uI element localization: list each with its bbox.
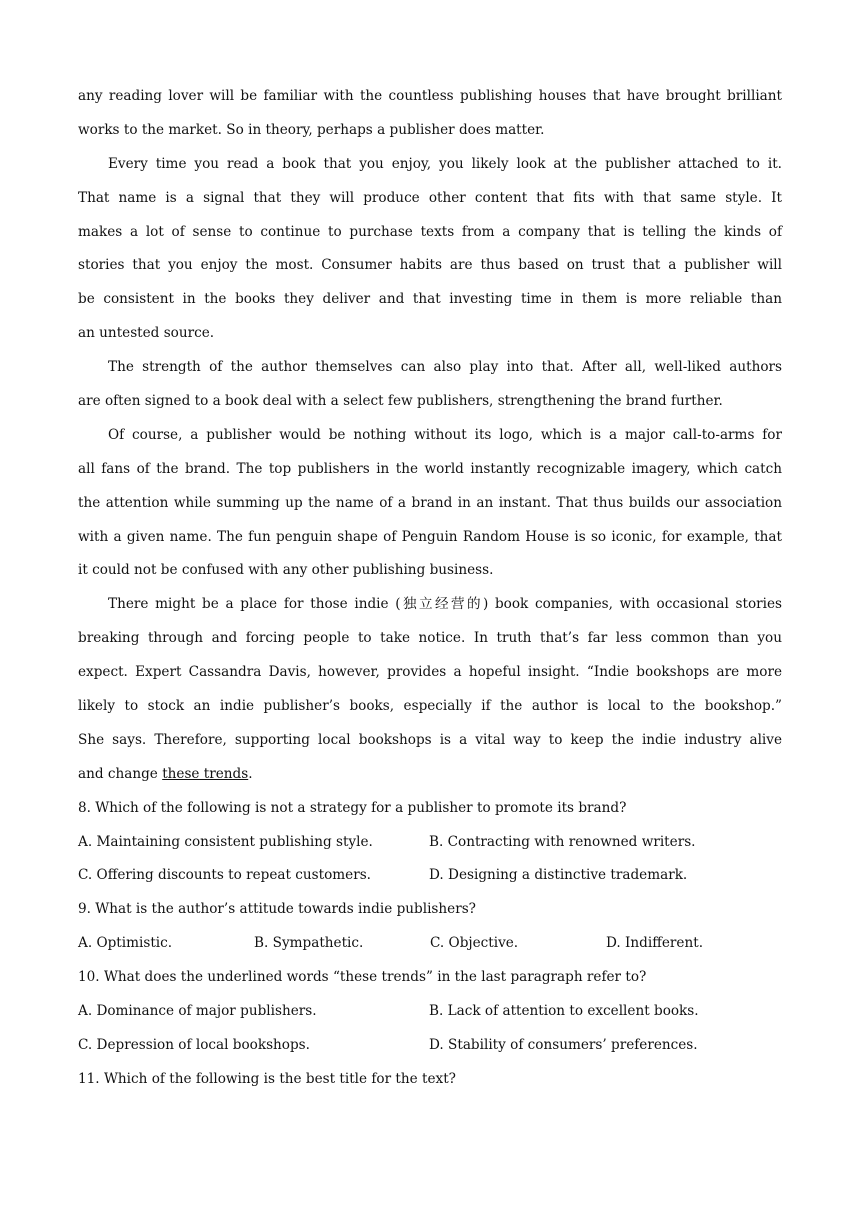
option-d: D. Stability of consumers’ preferences. xyxy=(429,1036,698,1053)
text-line: Every time you read a book that you enjoy, you likely look at the publisher attached to it. xyxy=(108,155,782,172)
question-stem: 11. Which of the following is the best title for the text? xyxy=(78,1070,456,1087)
text-line: be consistent in the books they deliver and that investing time in them is more reliable than xyxy=(78,291,782,308)
text-line: works to the market. So in theory, perhaps a publisher does matter. xyxy=(78,121,545,138)
question-9 xyxy=(78,898,782,966)
option-c: C. Offering discounts to repeat customers. xyxy=(78,867,371,884)
question-stem: 10. What does the underlined words “these trends” in the last paragraph refer to? xyxy=(78,969,647,986)
options-row xyxy=(78,831,782,865)
text-line: it could not be confused with any other publishing business. xyxy=(78,562,494,579)
paragraph-5 xyxy=(78,593,782,796)
option-b: B. Lack of attention to excellent books. xyxy=(429,1003,699,1020)
paragraph-2 xyxy=(78,153,782,356)
option-d: D. Indifferent. xyxy=(606,935,704,952)
option-c: C. Depression of local bookshops. xyxy=(78,1036,310,1053)
text-line: are often signed to a book deal with a select few publishers, strengthening the brand further. xyxy=(78,393,723,410)
option-a: A. Optimistic. xyxy=(78,935,173,952)
options-row xyxy=(78,864,782,898)
underlined-phrase: these trends xyxy=(162,765,249,782)
text-line: the attention while summing up the name of a brand in an instant. That thus builds our association xyxy=(78,494,782,511)
text-line: an untested source. xyxy=(78,325,215,342)
option-b: B. Sympathetic. xyxy=(254,935,364,952)
options-row xyxy=(78,932,782,966)
options-row xyxy=(78,1034,782,1068)
text-line: makes a lot of sense to continue to purchase texts from a company that is telling the kinds of xyxy=(78,223,782,240)
option-b: B. Contracting with renowned writers. xyxy=(429,833,696,850)
text-line: Of course, a publisher would be nothing without its logo, which is a major call-to-arms for xyxy=(108,426,782,443)
option-a: A. Dominance of major publishers. xyxy=(78,1003,317,1020)
option-c: C. Objective. xyxy=(430,935,519,952)
question-8 xyxy=(78,797,782,899)
text-line: breaking through and forcing people to take notice. In truth that’s far less common than you xyxy=(78,630,782,647)
text-line: stories that you enjoy the most. Consumer habits are thus based on trust that a publisher will xyxy=(78,257,782,274)
question-stem: 8. Which of the following is not a strategy for a publisher to promote its brand? xyxy=(78,799,627,816)
text-line: That name is a signal that they will produce other content that fits with that same style. It xyxy=(78,189,782,206)
text-line: She says. Therefore, supporting local bookshops is a vital way to keep the indie industry alive xyxy=(78,731,782,748)
paragraph-3 xyxy=(78,356,782,424)
paragraph-4 xyxy=(78,424,782,593)
text-line: There might be a place for those indie (独立经营的) book companies, with occasional stories xyxy=(108,596,782,613)
text-line: expect. Expert Cassandra Davis, however, provides a hopeful insight. “Indie bookshops are more xyxy=(78,664,782,681)
document-page xyxy=(78,85,782,1102)
option-d: D. Designing a distinctive trademark. xyxy=(429,867,688,884)
text-line: all fans of the brand. The top publishers in the world instantly recognizable imagery, which catch xyxy=(78,460,782,477)
text-line-final xyxy=(78,763,782,797)
paragraph-1 xyxy=(78,85,782,153)
options-row xyxy=(78,1000,782,1034)
question-10 xyxy=(78,966,782,1068)
text-line: any reading lover will be familiar with the countless publishing houses that have brought brilliant xyxy=(78,88,782,104)
text-fragment: . xyxy=(248,765,253,782)
text-fragment: and change xyxy=(78,765,163,782)
question-11 xyxy=(78,1068,782,1102)
question-stem: 9. What is the author’s attitude towards indie publishers? xyxy=(78,901,476,918)
text-line: likely to stock an indie publisher’s books, especially if the author is local to the bookshop.” xyxy=(78,698,782,715)
text-line: with a given name. The fun penguin shape of Penguin Random House is so iconic, for example, that xyxy=(78,528,782,545)
option-a: A. Maintaining consistent publishing style. xyxy=(78,833,373,850)
text-line: The strength of the author themselves can also play into that. After all, well-liked authors xyxy=(108,359,782,376)
